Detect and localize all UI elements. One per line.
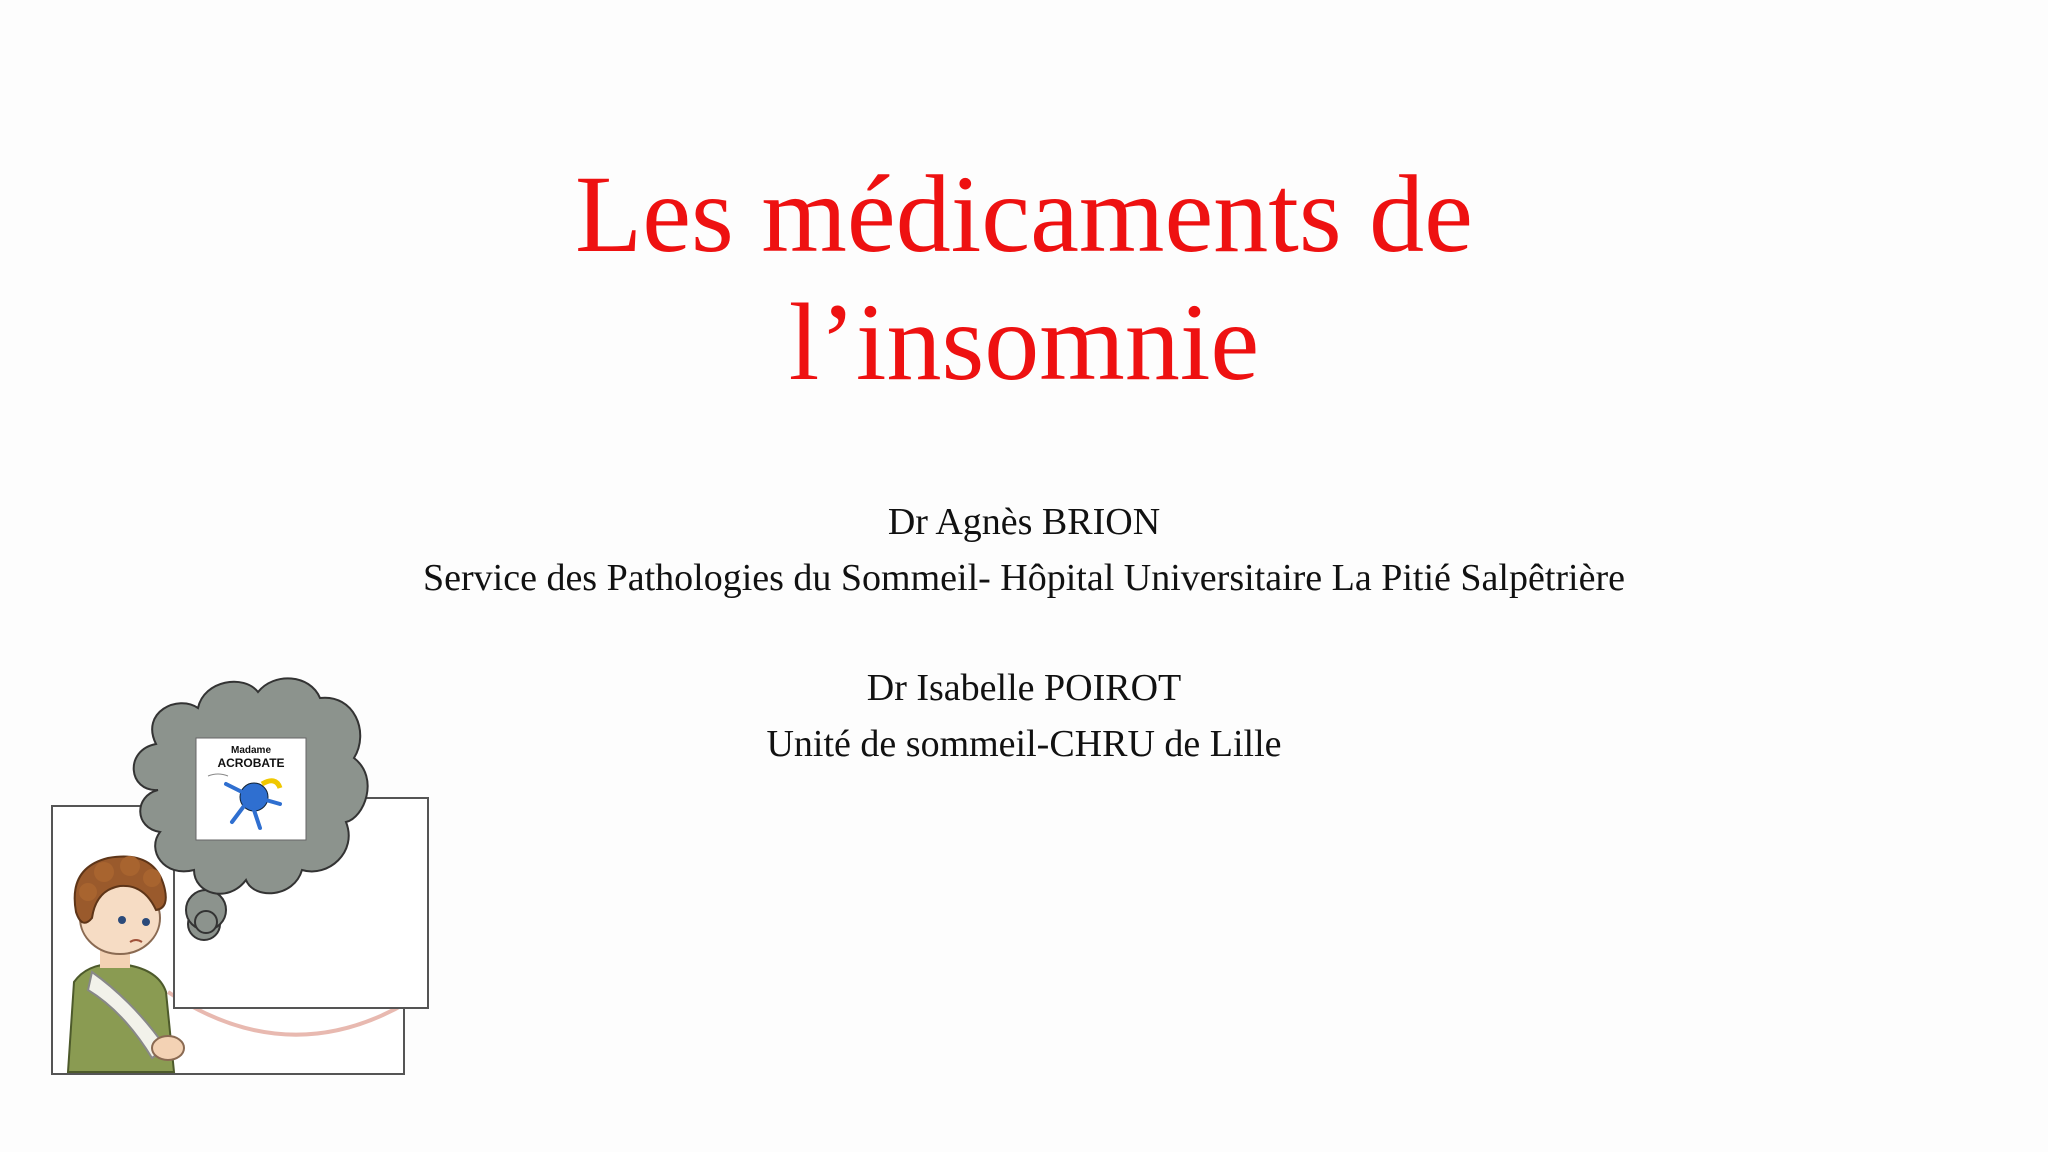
book-title-small: Madame (230, 745, 272, 756)
book-title-big: ACROBATE (217, 756, 285, 770)
slide-title (0, 150, 2048, 406)
thought-bubble-dot-small (195, 911, 217, 933)
author-1-name: Dr Agnès BRION (887, 501, 1161, 543)
spacer (0, 606, 2048, 660)
child-thinking-illustration (48, 672, 438, 1080)
author-2-name: Dr Isabelle POIROT (866, 667, 1182, 709)
title-line-2: l’insomnie (788, 281, 1260, 403)
book-cover (196, 738, 306, 840)
author-1-affiliation: Service des Pathologies du Sommeil- Hôpital Universitaire La Pitié Salpêtrière (423, 557, 1625, 599)
author-2-affiliation: Unité de sommeil-CHRU de Lille (766, 723, 1282, 765)
title-line-1: Les médicaments de (575, 153, 1473, 275)
